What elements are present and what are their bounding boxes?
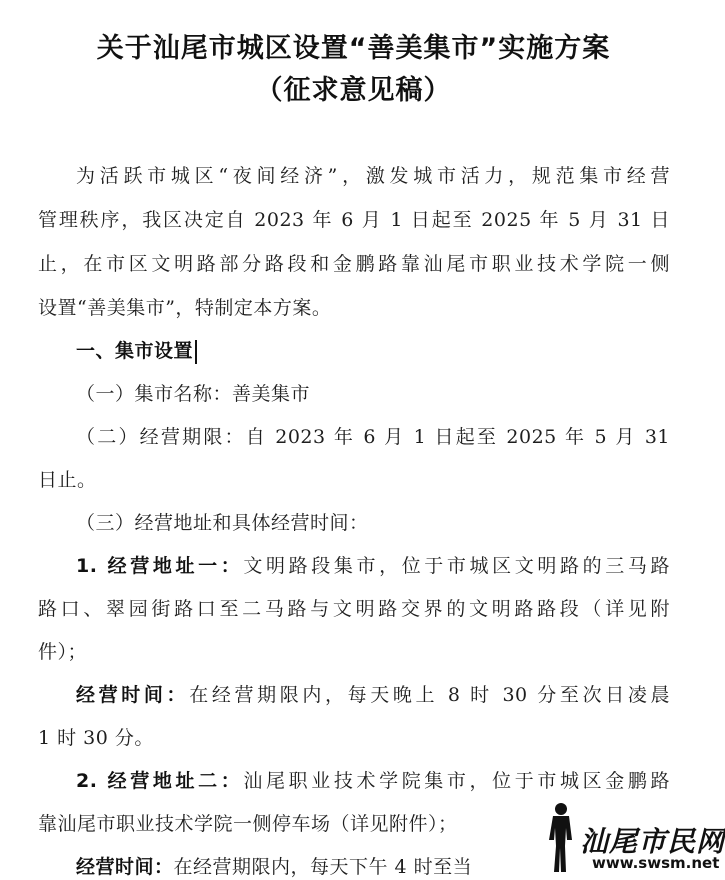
- time2-text: 在经营期限内，每天下午 4 时至当: [173, 856, 473, 878]
- intro-line-3: 止，在市区文明路部分路段和金鹏路靠汕尾市职业技术学院一侧: [38, 253, 670, 275]
- document-title-line2: （征求意见稿）: [255, 75, 452, 106]
- section-heading-text: 一、集市设置: [76, 340, 194, 362]
- item-market-name: （一）集市名称：善美集市: [76, 383, 311, 405]
- address2-line2: 靠汕尾市职业技术学院一侧停车场（详见附件）；: [38, 813, 458, 835]
- text-cursor: [195, 340, 197, 364]
- item-period-line1: （二）经营期限：自 2023 年 6 月 1 日起至 2025 年 5 月 31: [76, 426, 670, 448]
- address1-text: 文明路段集市，位于市城区文明路的三马路: [243, 555, 670, 577]
- item-address-heading: （三）经营地址和具体经营时间：: [76, 512, 369, 534]
- watermark-url: www.swsm.net: [592, 854, 720, 872]
- time1-line2: 1 时 30 分。: [38, 727, 154, 749]
- time1-line1: [76, 682, 670, 708]
- section-heading: [76, 338, 670, 364]
- standing-figure-icon: [544, 802, 578, 874]
- site-watermark: [540, 798, 725, 876]
- address2-text: 汕尾职业技术学院集市，位于市城区金鹏路: [243, 770, 670, 792]
- address1-line3: 件）；: [38, 641, 88, 663]
- time1-label: 经营时间：: [76, 684, 190, 706]
- address2-label: 2. 经营地址二：: [76, 770, 244, 792]
- item-period-line2: 日止。: [38, 469, 97, 491]
- address1-label: 1. 经营地址一：: [76, 555, 244, 577]
- watermark-site-name: 汕尾市民网: [580, 825, 725, 858]
- intro-line-1: 为活跃市城区“夜间经济”，激发城市活力，规范集市经营: [76, 165, 670, 187]
- address1-line2: 路口、翠园街路口至二马路与文明路交界的文明路路段（详见附: [38, 598, 670, 620]
- document-title-line1: 关于汕尾市城区设置“善美集市”实施方案: [96, 33, 611, 64]
- intro-line-2: 管理秩序，我区决定自 2023 年 6 月 1 日起至 2025 年 5 月 31 日: [38, 209, 670, 231]
- time1-text: 在经营期限内，每天晚上 8 时 30 分至次日凌晨: [189, 684, 670, 706]
- address1-line1: [76, 553, 670, 579]
- intro-line-4: 设置“善美集市”，特制定本方案。: [38, 297, 332, 319]
- address2-line1: [76, 768, 670, 794]
- time2-label: 经营时间：: [76, 856, 174, 878]
